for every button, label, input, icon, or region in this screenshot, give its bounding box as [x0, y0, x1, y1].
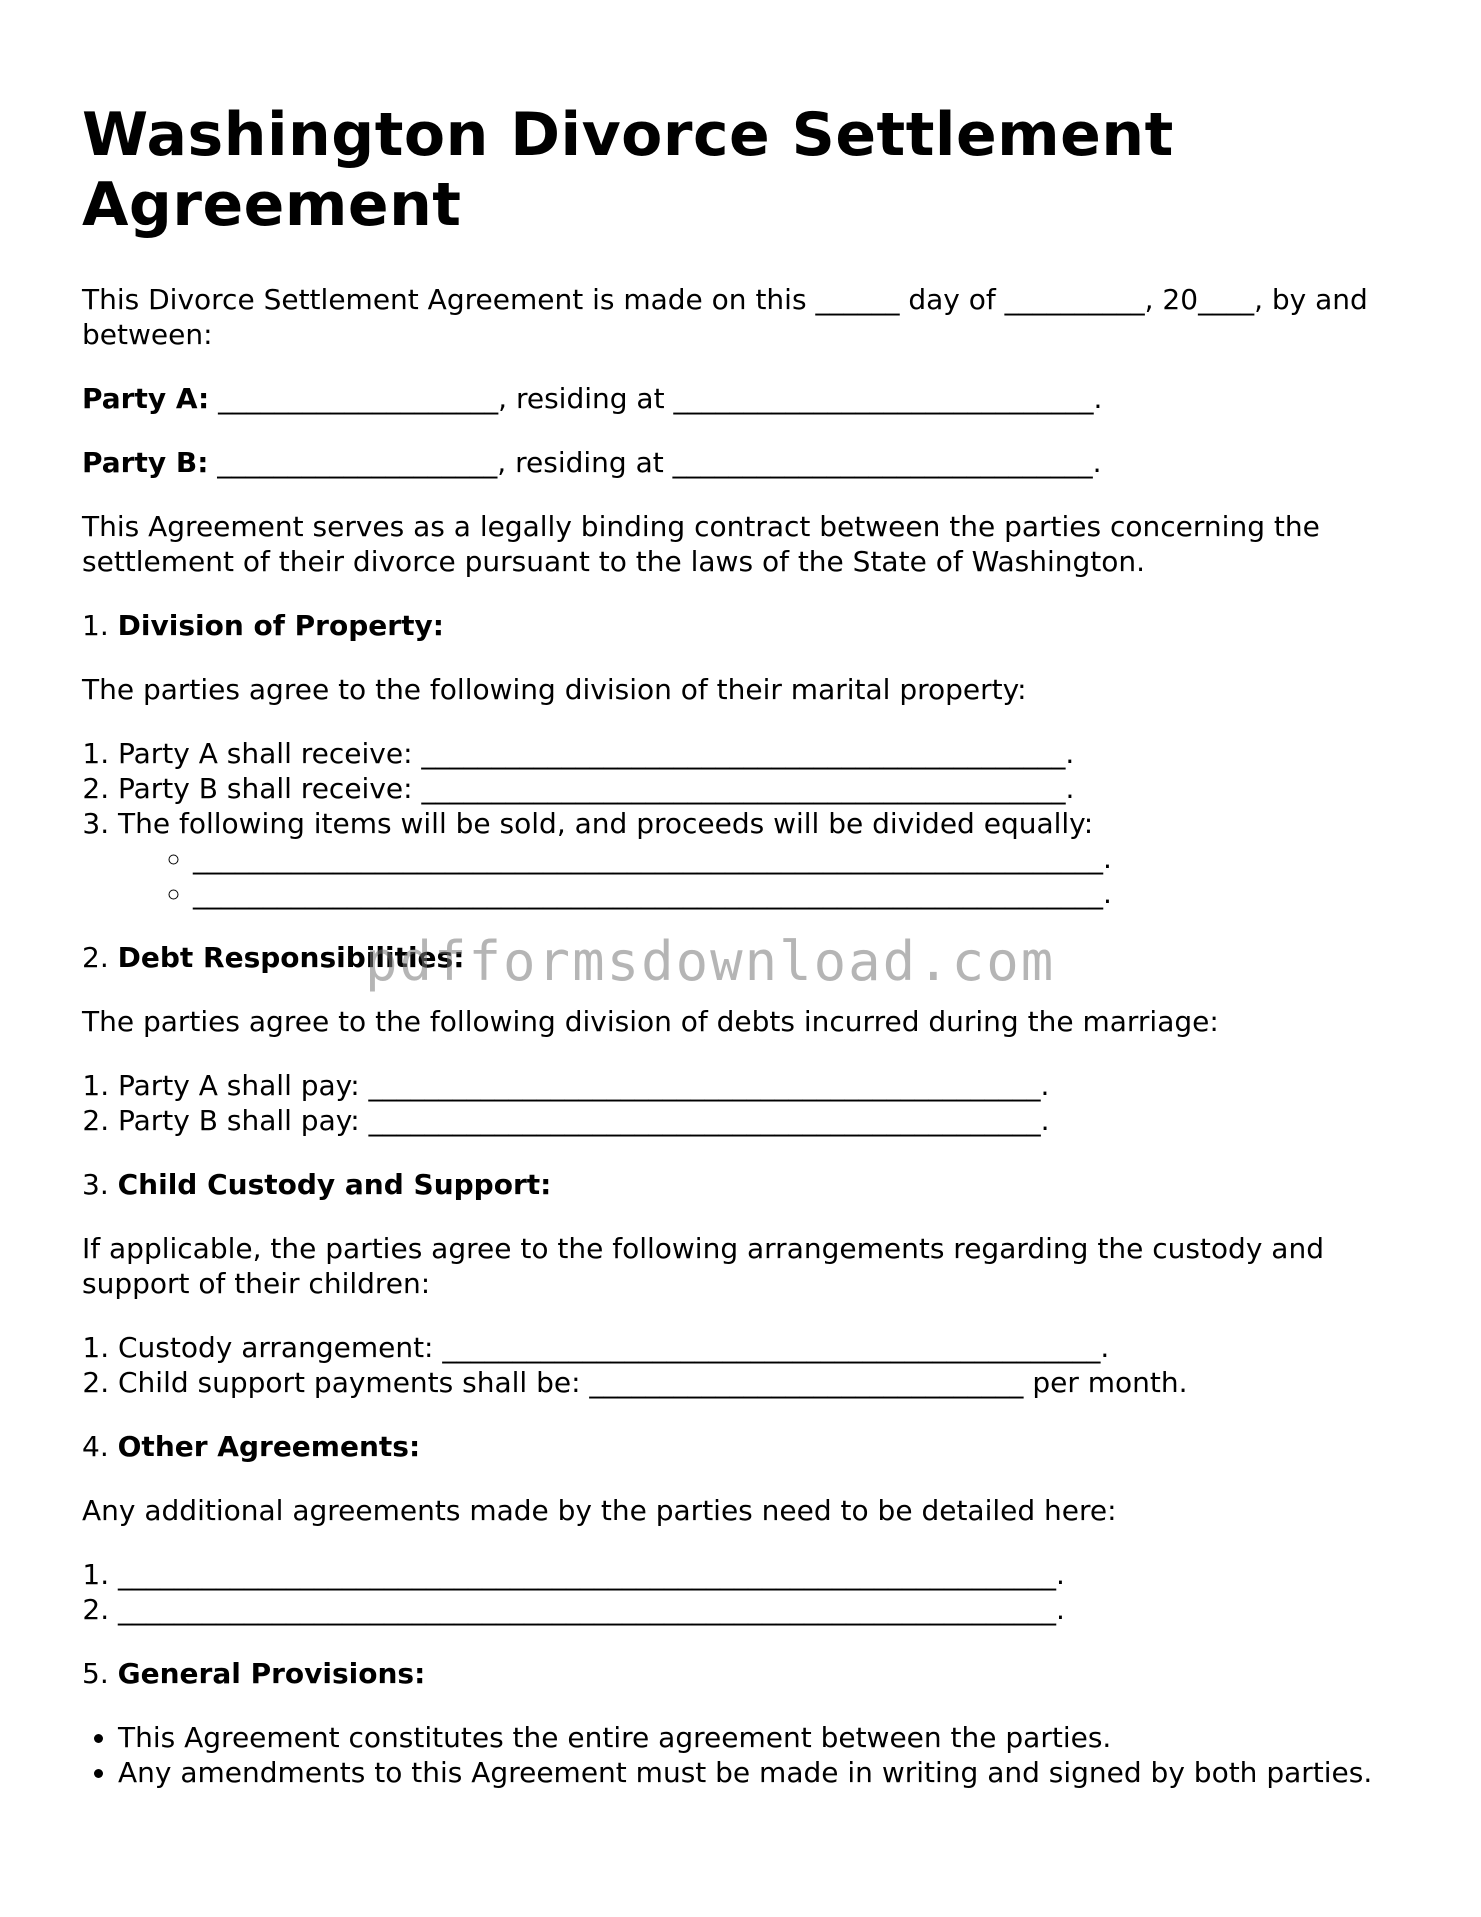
- section-4-number: 4.: [82, 1430, 109, 1463]
- party-b-fields: ____________________, residing at ______________________________.: [208, 446, 1102, 479]
- party-a-line: [82, 381, 1402, 416]
- list-item: 1. ___________________________________________________________________.: [118, 1557, 1402, 1592]
- section-4-list: [82, 1557, 1402, 1627]
- section-2-list: [82, 1068, 1402, 1138]
- sublist-item: ◦ _________________________________________________________________.: [193, 841, 1402, 876]
- sublist-item: ◦ _________________________________________________________________.: [193, 876, 1402, 911]
- list-item: 2. Child support payments shall be: _______________________________ per month.: [118, 1365, 1402, 1400]
- list-item-text: The following items will be sold, and proceeds will be divided equally:: [118, 807, 1094, 840]
- list-item: 2. Party B shall receive: ______________________________________________.: [118, 771, 1402, 806]
- section-1-text: The parties agree to the following division of their marital property:: [82, 673, 1027, 706]
- section-1-number: 1.: [82, 609, 109, 642]
- document-title: Washington Divorce Settlement Agreement: [82, 100, 1174, 240]
- section-5-list: [82, 1720, 1402, 1790]
- section-5-title: General Provisions:: [117, 1657, 426, 1690]
- section-2-number: 2.: [82, 941, 109, 974]
- watermark-text: pdfformsdownload.com: [365, 930, 1056, 993]
- section-1-title: Division of Property:: [117, 609, 444, 642]
- document-page: [82, 100, 1402, 1819]
- party-b-label: Party B:: [82, 446, 209, 479]
- party-a-label: Party A:: [82, 382, 210, 415]
- list-item: 2. Party B shall pay: ________________________________________________.: [118, 1103, 1402, 1138]
- section-1-heading: [82, 608, 1402, 643]
- section-2-title: Debt Responsibilities:: [117, 941, 465, 974]
- section-4-text: Any additional agreements made by the parties need to be detailed here:: [82, 1494, 1117, 1527]
- section-3-heading: [82, 1167, 1402, 1202]
- list-item: • This Agreement constitutes the entire agreement between the parties.: [118, 1720, 1402, 1755]
- party-a-fields: ____________________, residing at ______________________________.: [209, 382, 1103, 415]
- section-3-text: If applicable, the parties agree to the following arrangements regarding the custody and support of their children:: [82, 1232, 1324, 1300]
- section-5-heading: [82, 1656, 1402, 1691]
- intro-paragraph: This Divorce Settlement Agreement is made on this ______ day of __________, 20____, by and between:: [82, 283, 1368, 351]
- section-3-number: 3.: [82, 1168, 109, 1201]
- section-4-heading: [82, 1429, 1402, 1464]
- section-3-list: [82, 1330, 1402, 1400]
- section-1-list: [82, 736, 1402, 911]
- section-5-number: 5.: [82, 1657, 109, 1690]
- list-item: • Any amendments to this Agreement must be made in writing and signed by both parties.: [118, 1755, 1402, 1790]
- party-b-line: [82, 445, 1402, 480]
- list-item: [118, 806, 1402, 911]
- section-2-text: The parties agree to the following division of debts incurred during the marriage:: [82, 1005, 1219, 1038]
- purpose-paragraph: This Agreement serves as a legally binding contract between the parties concerning the settlement of their divorce pursuant to the laws of the State of Washington.: [82, 510, 1320, 578]
- section-4-title: Other Agreements:: [117, 1430, 421, 1463]
- section-1-sublist: [118, 841, 1402, 911]
- list-item: 1. Party A shall receive: ______________________________________________.: [118, 736, 1402, 771]
- list-item: 2. ___________________________________________________________________.: [118, 1592, 1402, 1627]
- list-item: 1. Custody arrangement: _______________________________________________.: [118, 1330, 1402, 1365]
- section-3-title: Child Custody and Support:: [117, 1168, 552, 1201]
- list-item: 1. Party A shall pay: ________________________________________________.: [118, 1068, 1402, 1103]
- section-2-heading: [82, 940, 1402, 975]
